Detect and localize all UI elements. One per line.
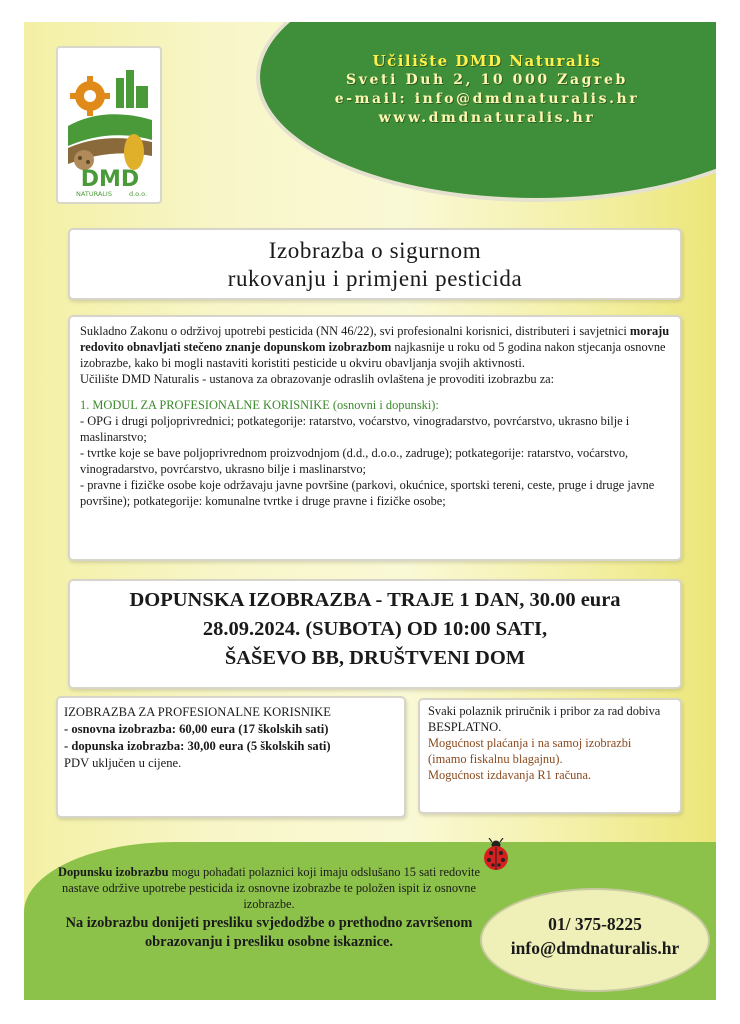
org-address: Sveti Duh 2, 10 000 Zagreb — [346, 72, 628, 88]
price-basic: - osnovna izobrazba: 60,00 eura (17 školskih sati) — [64, 722, 329, 736]
org-name: Učilište DMD Naturalis — [372, 52, 602, 70]
documents-note: Na izobrazbu donijeti presliku svjedodžbe o prethodno završenom obrazovanju i presliku osobne iskaznice. — [65, 915, 473, 950]
dmd-logo-icon — [64, 56, 156, 198]
perk-free-materials: Svaki polaznik priručnik i pribor za rad dobiva BESPLATNO. — [428, 704, 661, 734]
logo-brand: DMD — [80, 167, 140, 192]
contact-ellipse — [480, 888, 710, 992]
perks-card — [418, 698, 682, 814]
module-title: 1. MODUL ZA PROFESIONALNE KORISNIKE (osnovni i dopunski): — [80, 398, 439, 412]
event-line-2: 28.09.2024. (SUBOTA) OD 10:00 SATI, — [202, 618, 548, 640]
title-card — [68, 228, 682, 300]
org-website[interactable]: www.dmdnaturalis.hr — [378, 110, 596, 126]
requirements-block — [54, 864, 484, 952]
module-bullet-3: - pravne i fizičke osobe koje održavaju javne površine (parkovi, okućnice, sportski tereni, ceste, pruge i druge javne površine); potkategorije: komunalne tvrtke i druge pravne i fizičke osobe; — [80, 478, 655, 508]
intro-card — [68, 315, 682, 561]
prices-card — [56, 696, 406, 818]
price-vat: PDV uključen u cijene. — [64, 756, 182, 770]
perk-invoice: Mogućnost izdavanja R1 računa. — [428, 768, 592, 782]
header-contact-block — [282, 52, 692, 128]
module-bullet-2: - tvrtke koje se bave poljoprivrednom proizvodnjom (d.d., d.o.o., zadruge); potkategorije: ratarstvo, voćarstvo, vinogradarstvo, povrćarstvo, ukrasno bilje i maslinarstvo; — [80, 446, 629, 476]
logo-sub: NATURALIS — [76, 190, 112, 198]
module-bullet-1: - OPG i drugi poljoprivrednici; potkategorije: ratarstvo, voćarstvo, vinogradarstvo, povrćarstvo, ukrasno bilje i maslinarstvo; — [80, 414, 630, 444]
poster — [24, 22, 716, 1000]
price-supplementary: - dopunska izobrazba: 30,00 eura (5 školskih sati) — [64, 739, 331, 753]
org-email[interactable]: e-mail: info@dmdnaturalis.hr — [334, 91, 640, 107]
contact-phone[interactable]: 01/ 375-8225 — [548, 914, 642, 934]
event-line-3: ŠAŠEVO BB, DRUŠTVENI DOM — [224, 647, 526, 669]
title-line-2: rukovanju i primjeni pesticida — [227, 266, 523, 291]
event-card — [68, 579, 682, 689]
title-line-1: Izobrazba o sigurnom — [268, 238, 482, 263]
requirements-text: Dopunsku izobrazbu mogu pohađati polaznici koji imaju odslušano 15 sati redovite nastave održive upotrebe pesticida iz osnovne izobrazbe te položen ispit iz osnovne izobrazbe. — [58, 865, 480, 911]
intro-authorization: Učilište DMD Naturalis - ustanova za obrazovanje odraslih ovlaštena je provoditi izobrazbu za: — [80, 372, 555, 386]
contact-email[interactable]: info@dmdnaturalis.hr — [510, 938, 680, 958]
logo — [56, 46, 162, 204]
event-line-1: DOPUNSKA IZOBRAZBA - TRAJE 1 DAN, 30.00 eura — [129, 589, 621, 611]
logo-suffix: d.o.o. — [128, 190, 148, 198]
intro-paragraph: Sukladno Zakonu o održivoj upotrebi pesticida (NN 46/22), svi profesionalni korisnici, distributeri i savjetnici moraju redovito obnavljati stečeno znanje dopunskom izobrazbom najkasnije u roku od 5 godina nakon stjecanja osnovne izobrazbe, kako bi mogli nastaviti koristiti pesticide u okviru obavljanja svojih aktivnosti. — [80, 324, 670, 370]
ladybug-icon — [480, 838, 512, 872]
perk-payment: Mogućnost plaćanja i na samoj izobrazbi (imamo fiskalnu blagajnu). — [428, 736, 632, 766]
prices-heading: IZOBRAZBA ZA PROFESIONALNE KORISNIKE — [64, 705, 331, 719]
